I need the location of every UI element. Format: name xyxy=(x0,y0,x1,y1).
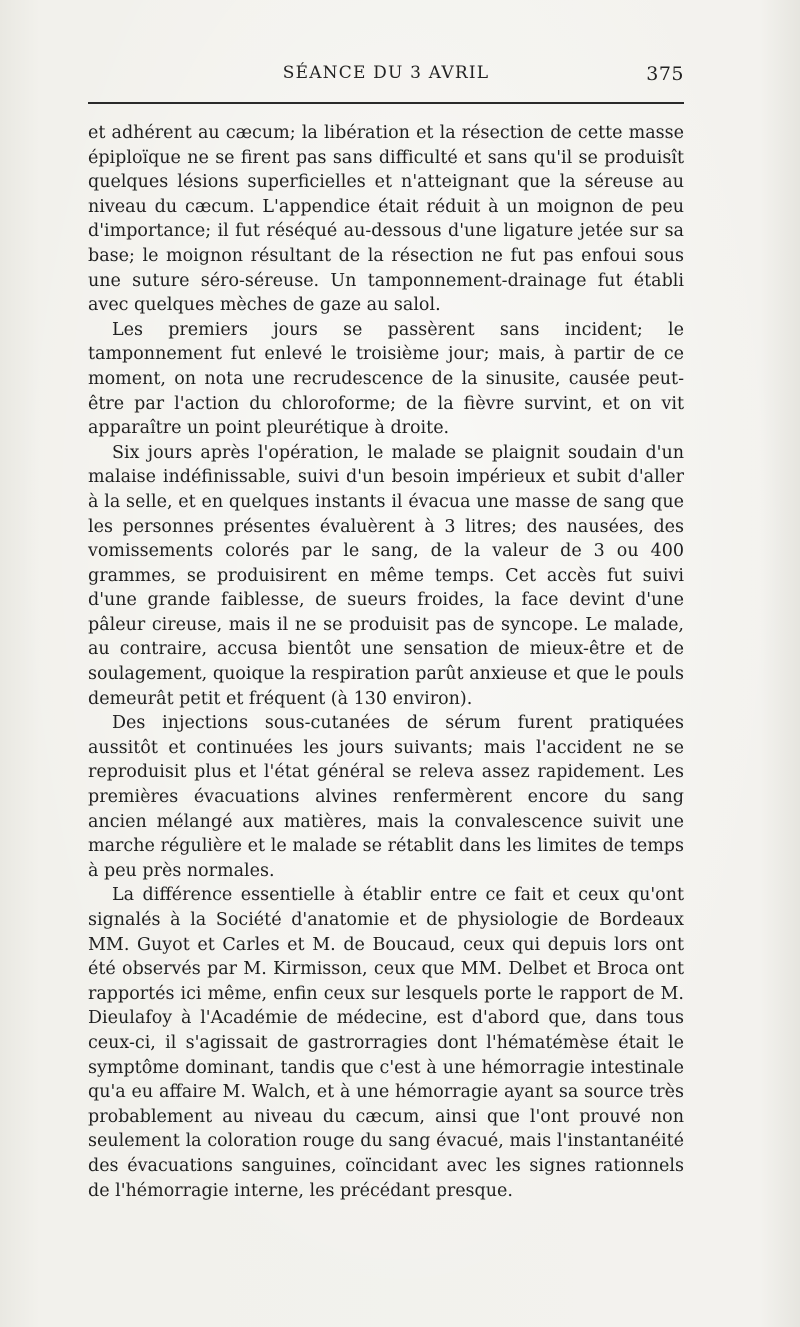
page-number: 375 xyxy=(646,63,684,85)
running-header xyxy=(88,63,684,89)
body-text xyxy=(88,121,684,1203)
running-title: SÉANCE DU 3 AVRIL xyxy=(282,63,490,83)
paragraph-5: La différence essentielle à établir entre ce fait et ceux qu'ont signalés à la Société d'anatomie et de physiologie de Bordeaux MM. Guyot et Carles et M. de Boucaud, ceux qui depuis lors ont été observés par M. Kirmisson, ceux que MM. Delbet et Broca ont rapportés ici même, enfin ceux sur lesquels porte le rapport de M. Dieulafoy à l'Académie de médecine, est d'abord que, dans tous ceux-ci, il s'agissait de gastrorragies dont l'hématémèse était le symptôme dominant, tandis que c'est à une hémorragie intestinale qu'a eu affaire M. Walch, et à une hémorragie ayant sa source très probablement au niveau du cæcum, ainsi que l'ont prouvé non seulement la coloration rouge du sang évacué, mais l'instantanéité des évacuations sanguines, coïncidant avec les signes rationnels de l'hémorragie interne, les précédant presque. xyxy=(88,885,684,1201)
paragraph-4: Des injections sous-cutanées de sérum furent pratiquées aussitôt et continuées les jours suivants; mais l'accident ne se reproduisit plus et l'état général se releva assez rapidement. Les premières évacuations alvines renfermèrent encore du sang ancien mélangé aux matières, mais la convalescence suivit une marche régulière et le malade se rétablit dans les limites de temps à peu près normales. xyxy=(88,713,684,881)
paragraph-1: et adhérent au cæcum; la libération et la résection de cette masse épiploïque ne se firent pas sans difficulté et sans qu'il se produisît quelques lésions superficielles et n'atteignant que la séreuse au niveau du cæcum. L'appendice était réduit à un moignon de peu d'importance; il fut réséqué au-dessous d'une ligature jetée sur sa base; le moignon résultant de la résection ne fut pas enfoui sous une suture séro-séreuse. Un tamponnement-drainage fut établi avec quelques mèches de gaze au salol. xyxy=(88,123,684,316)
header-rule xyxy=(88,102,684,104)
paragraph-2: Les premiers jours se passèrent sans incident; le tamponnement fut enlevé le troisième jour; mais, à partir de ce moment, on nota une recrudescence de la sinusite, causée peut-être par l'action du chloroforme; de la fièvre survint, et on vit apparaître un point pleurétique à droite. xyxy=(88,319,684,439)
paragraph-3: Six jours après l'opération, le malade se plaignit soudain d'un malaise indéfinissable, suivi d'un besoin impérieux et subit d'aller à la selle, et en quelques instants il évacua une masse de sang que les personnes présentes évaluèrent à 3 litres; des nausées, des vomissements colorés par le sang, de la valeur de 3 ou 400 grammes, se produisirent en même temps. Cet accès fut suivi d'une grande faiblesse, de sueurs froides, la face devint d'une pâleur cireuse, mais il ne se produisit pas de syncope. Le malade, au contraire, accusa bientôt une sensation de mieux-être et de soulagement, quoique la respiration parût anxieuse et que le pouls demeurât petit et fréquent (à 130 environ). xyxy=(88,442,684,709)
